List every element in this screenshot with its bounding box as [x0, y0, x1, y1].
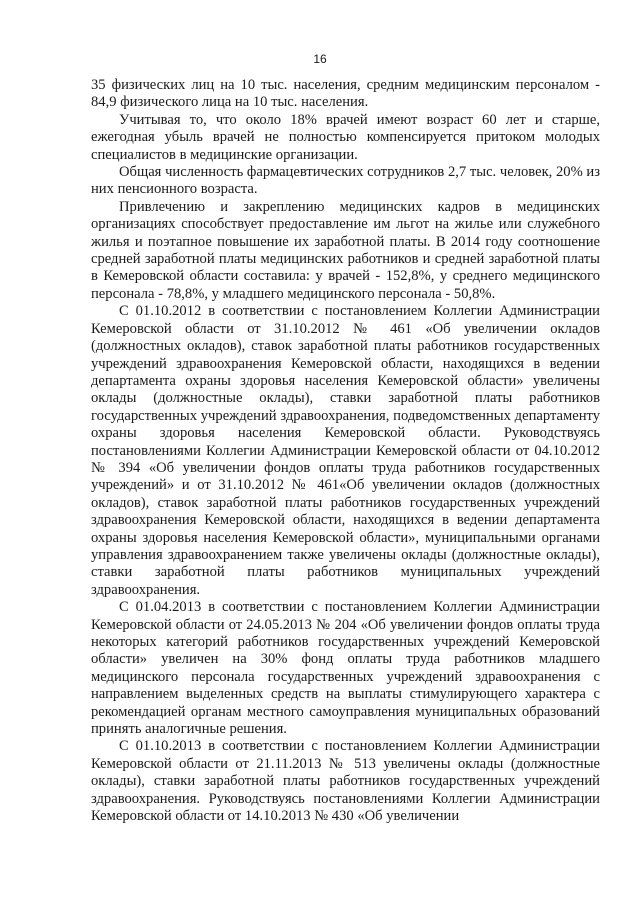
- paragraph-doctors-age: Учитывая то, что около 18% врачей имеют возраст 60 лет и старше, ежегодная убыль врачей не полностью компенсируется притоком молодых специалистов в медицинские организации.: [91, 111, 600, 163]
- paragraph-pharmacists: Общая численность фармацевтических сотрудников 2,7 тыс. человек, 20% из них пенсионного возраста.: [91, 164, 600, 198]
- page-number: 16: [313, 52, 327, 66]
- paragraph-2013-october-increase: С 01.10.2013 в соответствии с постановлением Коллегии Администрации Кемеровской области от 21.11.2013 № 513 увеличены оклады (должностные оклады), ставки заработной платы работников государственных учреждений здравоохранения. Руководствуясь постановлениями Коллегии Администрации Кемеровской области от 14.10.2013 № 430 «Об увеличении: [91, 738, 600, 825]
- paragraph-continuation: 35 физических лиц на 10 тыс. населения, средним медицинским персоналом - 84,9 физического лица на 10 тыс. населения.: [91, 77, 600, 111]
- paragraph-2012-salary-increase: С 01.10.2012 в соответствии с постановлением Коллегии Администрации Кемеровской области от 31.10.2012 № 461 «Об увеличении окладов (должностных окладов), ставок заработной платы работников государственных учреждений здравоохранения Кемеровской области, находящихся в ведении департамента охраны здоровья населения Кемеровской области» увеличены оклады (должностные оклады), ставки заработной платы работников государственных учреждений здравоохранения, подведомственных департаменту охраны здоровья населения Кемеровской области. Руководствуясь постановлениями Коллегии Администрации Кемеровской области от 04.10.2012 № 394 «Об увеличении фондов оплаты труда работников государственных учреждений» и от 31.10.2012 № 461«Об увеличении окладов (должностных окладов), ставок заработной платы работников государственных учреждений здравоохранения Кемеровской области, находящихся в ведении департамента охраны здоровья населения Кемеровской области», муниципальными органами управления здравоохранением также увеличены оклады (должностные оклады), ставки заработной платы работников муниципальных учреждений здравоохранения.: [91, 303, 600, 598]
- document-body: [91, 77, 600, 825]
- paragraph-salary-ratio: Привлечению и закреплению медицинских кадров в медицинских организациях способствует предоставление им льгот на жилье или служебного жилья и поэтапное повышение их заработной платы. В 2014 году соотношение средней заработной платы медицинских работников и средней заработной платы в Кемеровской области составила: у врачей - 152,8%, у среднего медицинского персонала - 78,8%, у младшего медицинского персонала - 50,8%.: [91, 198, 600, 302]
- paragraph-2013-april-fund: С 01.04.2013 в соответствии с постановлением Коллегии Администрации Кемеровской области от 24.05.2013 № 204 «Об увеличении фондов оплаты труда некоторых категорий работников государственных учреждений Кемеровской области» увеличен на 30% фонд оплаты труда работников младшего медицинского персонала государственных учреждений здравоохранения с направлением выделенных средств на выплаты стимулирующего характера с рекомендацией органам местного самоуправления муниципальных образований принять аналогичные решения.: [91, 599, 600, 738]
